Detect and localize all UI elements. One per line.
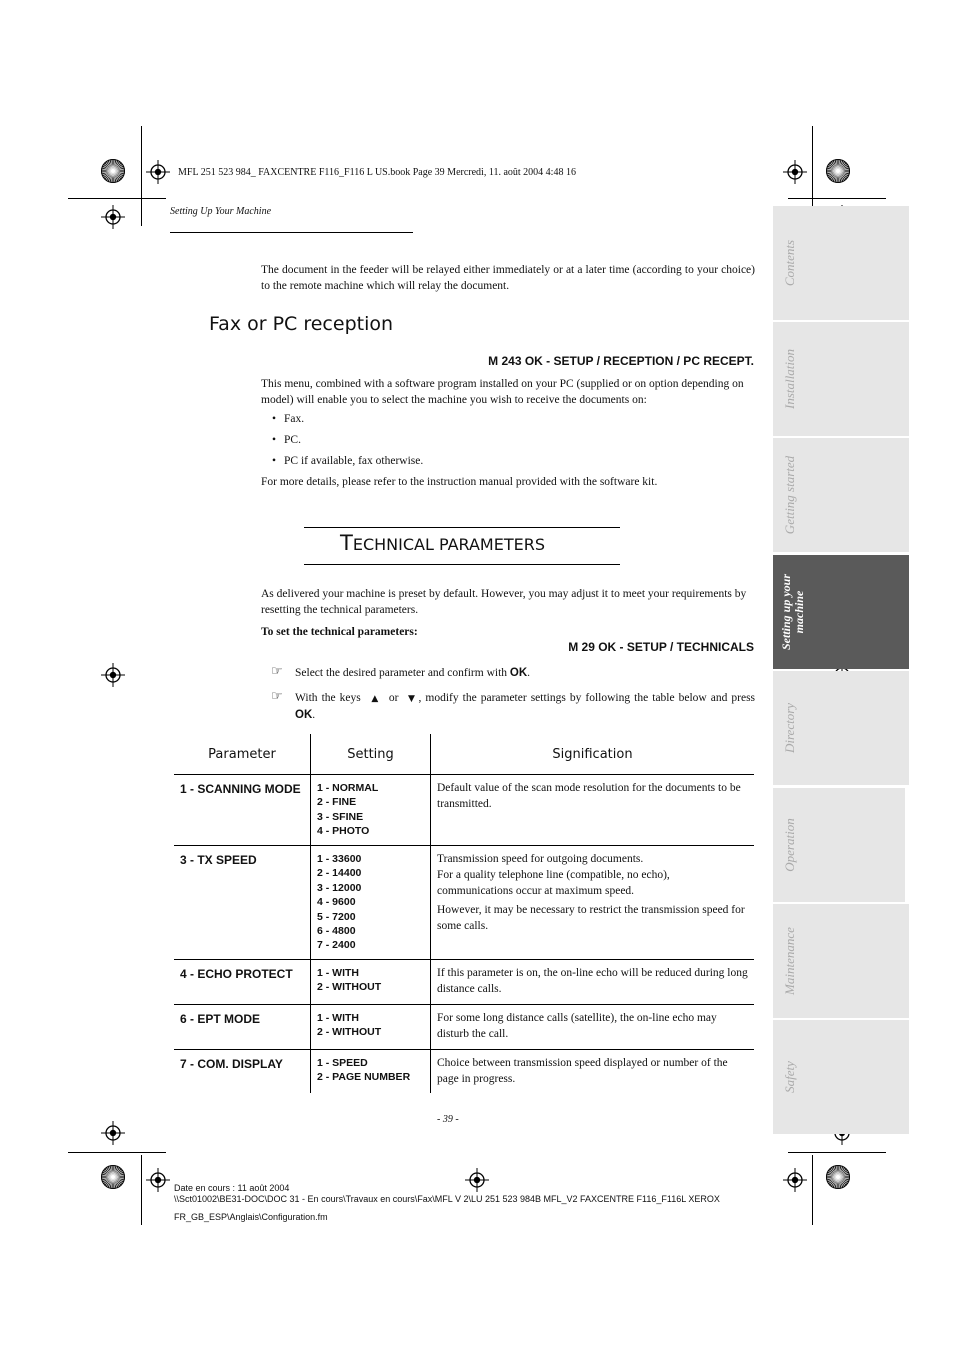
bullet-item-text: PC if available, fax otherwise. <box>284 455 424 467</box>
file-info-line: MFL 251 523 984_ FAXCENTRE F116_F116 L US.book Page 39 Mercredi, 11. août 2004 4:48 16 <box>178 167 576 178</box>
ok-key: OK <box>509 667 528 679</box>
step-1-text: Select the desired parameter and confirm with <box>295 667 510 679</box>
crop-line <box>788 198 886 199</box>
signification-cell <box>430 775 754 845</box>
pointing-hand-icon: ☞ <box>271 689 283 704</box>
setting-option: 1 - SPEED <box>317 1057 368 1069</box>
table-row <box>174 1049 754 1093</box>
signification-text: For some long distance calls (satellite), the on-line echo may disturb the call. <box>437 1012 717 1040</box>
setting-option: 2 - WITHOUT <box>317 981 382 994</box>
heading-rule-top <box>304 527 620 528</box>
parameters-table <box>174 734 754 1093</box>
setting-option: 3 - 12000 <box>317 881 362 894</box>
crop-line <box>141 126 142 226</box>
intro-paragraph: The document in the feeder will be relayed either immediately or at a later time (according to your choice) to the remote machine which will relay the document. <box>261 264 755 292</box>
column-header-parameter: Parameter <box>208 746 276 762</box>
side-tab-getting-started[interactable] <box>773 438 909 552</box>
step-1-end: . <box>527 667 531 679</box>
step-2-or: or <box>388 692 399 704</box>
column-header-signification: Signification <box>430 734 754 774</box>
setting-cell <box>310 775 430 845</box>
setting-option: 2 - FINE <box>317 796 357 809</box>
side-tab-safety[interactable] <box>773 1020 909 1134</box>
crop-line <box>68 1152 166 1153</box>
section-heading-fax-pc: Fax or PC reception <box>209 313 394 335</box>
side-tab-directory[interactable] <box>773 671 909 785</box>
bullet-item: • <box>272 413 277 425</box>
footer-path: \\Sct01002\BE31-DOC\DOC 31 - En cours\Travaux en cours\Fax\MFL V 2\LU 251 523 984B MFL_V2 FAXCENTRE F116_F116L XEROX <box>174 1194 720 1204</box>
crop-line <box>68 198 166 199</box>
setting-option: 5 - 7200 <box>317 910 356 923</box>
menu-path-pc-recept: M 243 OK - SETUP / RECEPTION / PC RECEPT. <box>488 354 754 368</box>
bullet-item-text: PC. <box>284 434 301 446</box>
signification-cell <box>430 1005 754 1049</box>
arrow-down-key-icon: ▼ <box>408 694 415 704</box>
arrow-up-key-icon: ▲ <box>371 694 379 704</box>
signification-text: Choice between transmission speed displayed or number of the page in progress. <box>437 1057 728 1085</box>
step-1 <box>295 665 755 681</box>
crop-line <box>788 1152 886 1153</box>
registration-target-icon <box>783 160 807 184</box>
signification-cell <box>430 960 754 1004</box>
page-number: - 39 - <box>437 1114 459 1125</box>
heading-rule-bottom <box>304 564 620 565</box>
menu-path-technicals: M 29 OK - SETUP / TECHNICALS <box>568 640 754 654</box>
side-tab-label: Setting up your machine <box>779 573 806 651</box>
setting-option: 1 - 33600 <box>317 853 362 865</box>
footer-file: FR_GB_ESP\Anglais\Configuration.fm <box>174 1212 328 1222</box>
setting-option: 1 - NORMAL <box>317 782 379 794</box>
section-heading-technical <box>340 531 545 555</box>
registration-target-icon <box>146 1168 170 1192</box>
signification-text: However, it may be necessary to restrict the transmission speed for some calls. <box>437 904 745 932</box>
setting-option: 3 - SFINE <box>317 810 364 823</box>
ok-key: OK <box>295 709 313 721</box>
setting-cell <box>310 1005 430 1049</box>
setting-cell <box>310 1050 430 1093</box>
table-header <box>174 734 754 774</box>
side-tab-label: Maintenance <box>782 927 797 995</box>
starburst-target-icon <box>826 159 852 185</box>
registration-target-icon <box>465 1168 489 1192</box>
setting-option: 2 - PAGE NUMBER <box>317 1071 411 1084</box>
side-tab-label: Safety <box>782 1061 797 1093</box>
side-tab-installation[interactable] <box>773 322 909 436</box>
registration-target-icon <box>783 1168 807 1192</box>
running-title: Setting Up Your Machine <box>170 206 272 217</box>
bullet-item: • <box>272 455 277 467</box>
side-tab-label: Getting started <box>782 455 797 535</box>
parameter-cell: 7 - COM. DISPLAY <box>180 1057 283 1071</box>
side-tab-label: Operation <box>782 818 797 872</box>
setting-option: 2 - 14400 <box>317 867 362 880</box>
to-set-label: To set the technical parameters: <box>261 626 418 638</box>
footer-date: Date en cours : 11 août 2004 <box>174 1183 290 1193</box>
parameter-cell: 6 - EPT MODE <box>180 1012 261 1026</box>
fax-pc-closing: For more details, please refer to the instruction manual provided with the software kit. <box>261 476 658 488</box>
setting-option: 1 - WITH <box>317 967 359 979</box>
bullet-item: • <box>272 434 277 446</box>
signification-text: Transmission speed for outgoing documents. For a quality telephone line (compatible, no echo), communications occur at maximum speed. <box>437 853 670 897</box>
side-tab-label: Contents <box>782 239 797 287</box>
step-2-text-a: With the keys <box>295 692 361 704</box>
side-tab-label: Installation <box>782 349 797 409</box>
registration-target-icon <box>101 663 125 687</box>
side-tab-setting-up-your-machine[interactable] <box>773 555 909 669</box>
header-rule <box>170 232 413 233</box>
table-row <box>174 1004 754 1049</box>
fax-pc-paragraph: This menu, combined with a software program installed on your PC (supplied or on option depending on model) will enable you to select the machine you wish to receive the documents on: <box>261 378 744 406</box>
signification-text: Default value of the scan mode resolution for the documents to be transmitted. <box>437 782 741 810</box>
heading-initial: T <box>340 531 353 555</box>
parameter-cell: 4 - ECHO PROTECT <box>180 967 293 981</box>
registration-target-icon <box>101 205 125 229</box>
starburst-target-icon <box>101 159 127 185</box>
step-2 <box>295 690 755 723</box>
table-row <box>174 775 754 845</box>
starburst-target-icon <box>826 1165 852 1191</box>
setting-cell <box>310 846 430 959</box>
setting-option: 4 - PHOTO <box>317 825 370 838</box>
step-2-text-b: , modify the parameter settings by following the table below and press <box>418 692 756 704</box>
setting-option: 6 - 4800 <box>317 925 356 938</box>
crop-line <box>141 1155 142 1225</box>
technical-paragraph: As delivered your machine is preset by default. However, you may adjust it to meet your requirements by resetting the technical parameters. <box>261 588 747 616</box>
side-tab-maintenance[interactable] <box>773 904 909 1018</box>
setting-option: 1 - WITH <box>317 1012 359 1024</box>
crop-line <box>812 1155 813 1225</box>
table-body <box>174 775 754 1093</box>
parameter-cell: 3 - TX SPEED <box>180 853 257 867</box>
setting-option: 7 - 2400 <box>317 939 356 952</box>
bullet-item-text: Fax. <box>284 413 305 425</box>
side-tab-label: Directory <box>782 702 797 754</box>
setting-option: 4 - 9600 <box>317 896 356 909</box>
heading-rest: ECHNICAL PARAMETERS <box>352 535 545 554</box>
signification-cell <box>430 1050 754 1093</box>
starburst-target-icon <box>101 1165 127 1191</box>
parameter-cell: 1 - SCANNING MODE <box>180 782 301 796</box>
side-tab-operation[interactable] <box>773 788 905 902</box>
registration-target-icon <box>146 160 170 184</box>
pointing-hand-icon: ☞ <box>271 664 283 679</box>
signification-text: If this parameter is on, the on-line echo will be reduced during long distance calls. <box>437 967 748 995</box>
step-2-end: . <box>312 709 316 721</box>
registration-target-icon <box>101 1121 125 1145</box>
setting-option: 2 - WITHOUT <box>317 1026 382 1039</box>
column-header-setting: Setting <box>310 734 430 774</box>
side-tab-contents[interactable] <box>773 206 909 320</box>
signification-cell <box>430 846 754 959</box>
table-row <box>174 959 754 1004</box>
setting-cell <box>310 960 430 1004</box>
table-row <box>174 845 754 959</box>
